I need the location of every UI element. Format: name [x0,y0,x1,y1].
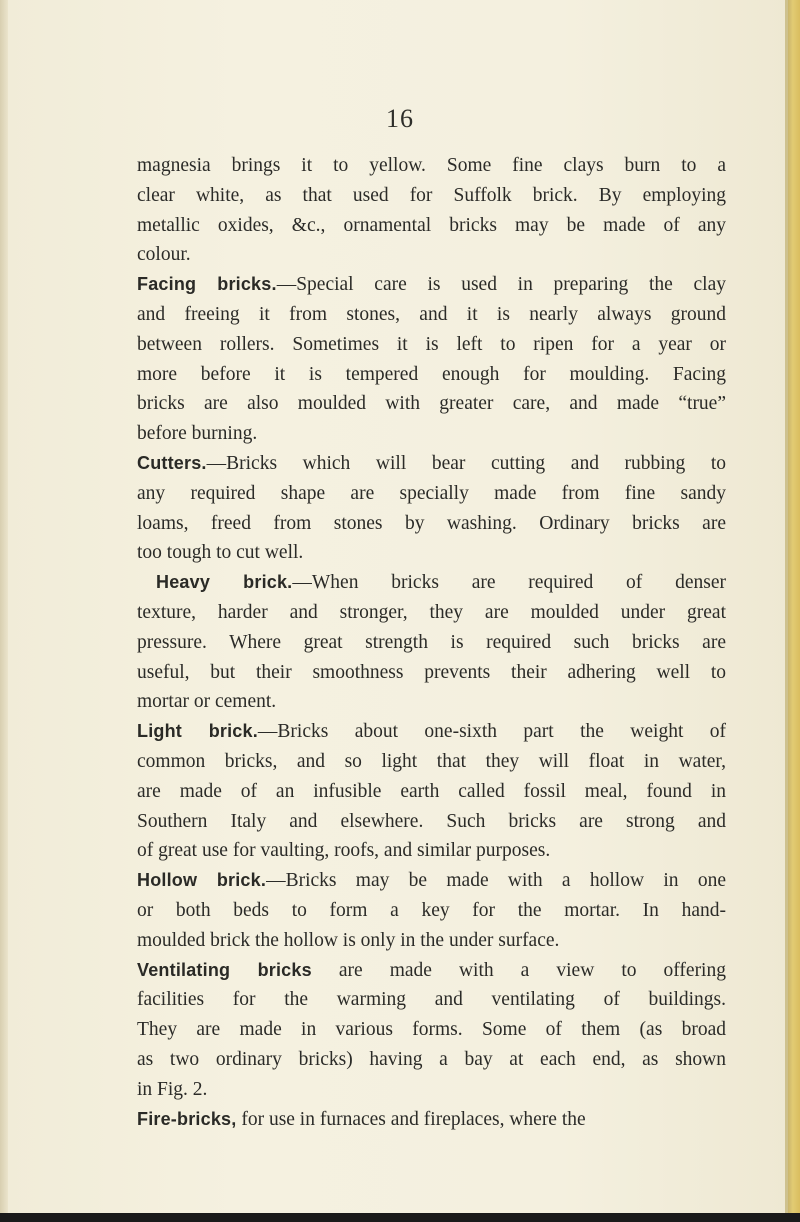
paragraph-fire-bricks: Fire-bricks, for use in furnaces and fireplaces, where the [137,1108,586,1130]
section-heading: Heavy brick. [156,572,293,593]
paragraph-cutters: Cutters.—Bricks which will bear cutting and rubbing to [137,452,726,474]
text-line: They are made in various forms. Some of them (as broad [137,1019,726,1041]
text-line: between rollers. Sometimes it is left to ripen for a year or [137,333,726,355]
text-line: useful, but their smoothness prevents their adhering well to [137,661,726,683]
bottom-border [0,1213,800,1222]
paragraph-hollow-brick: Hollow brick.—Bricks may be made with a hollow in one [137,870,726,892]
section-heading: Cutters. [137,452,207,473]
text-line: moulded brick the hollow is only in the under surface. [137,929,560,951]
body-text [137,151,726,1134]
page-left-edge [0,0,8,1222]
section-heading: Fire-bricks, [137,1108,237,1129]
section-heading: Light brick. [137,721,258,742]
text-line: or both beds to form a key for the mortar. In hand- [137,899,726,921]
text-line: Southern Italy and elsewhere. Such bricks are strong and [137,810,726,832]
text-line: pressure. Where great strength is required such bricks are [137,631,726,653]
text-line: bricks are also moulded with greater care, and made “true” [137,393,726,415]
text-line: loams, freed from stones by washing. Ordinary bricks are [137,512,726,534]
text-line: as two ordinary bricks) having a bay at each end, as shown [137,1048,726,1070]
text-line: too tough to cut well. [137,542,304,564]
paragraph-heavy-brick: Heavy brick.—When bricks are required of denser [156,572,726,594]
paragraph-ventilating-bricks: Ventilating bricks are made with a view to offering [137,959,726,981]
text-line: in Fig. 2. [137,1078,208,1100]
section-heading: Hollow brick. [137,870,267,891]
section-heading: Facing bricks. [137,274,277,295]
text-line: common bricks, and so light that they will float in water, [137,750,726,772]
text-line: colour. [137,244,191,266]
text-line: facilities for the warming and ventilating of buildings. [137,989,726,1011]
paragraph-light-brick: Light brick.—Bricks about one-sixth part the weight of [137,721,727,743]
text-line: clear white, as that used for Suffolk brick. By employing [137,184,726,206]
paragraph-facing-bricks: Facing bricks.—Special care is used in preparing the clay [137,274,726,296]
text-line: texture, harder and stronger, they are moulded under great [137,601,726,623]
text-line: any required shape are specially made from fine sandy [137,482,726,504]
text-line: more before it is tempered enough for moulding. Facing [137,363,726,385]
text-line: magnesia brings it to yellow. Some fine clays burn to a [137,155,726,176]
text-line: before burning. [137,423,258,445]
section-heading: Ventilating bricks [137,959,312,980]
text-line: and freeing it from stones, and it is nearly always ground [137,303,726,325]
text-line: metallic oxides, &c., ornamental bricks may be made of any [137,214,726,236]
text-line: are made of an infusible earth called fossil meal, found in [137,780,726,802]
text-line: of great use for vaulting, roofs, and similar purposes. [137,840,551,862]
text-line: mortar or cement. [137,691,277,713]
book-spine [788,0,800,1222]
page-number: 16 [386,104,414,133]
